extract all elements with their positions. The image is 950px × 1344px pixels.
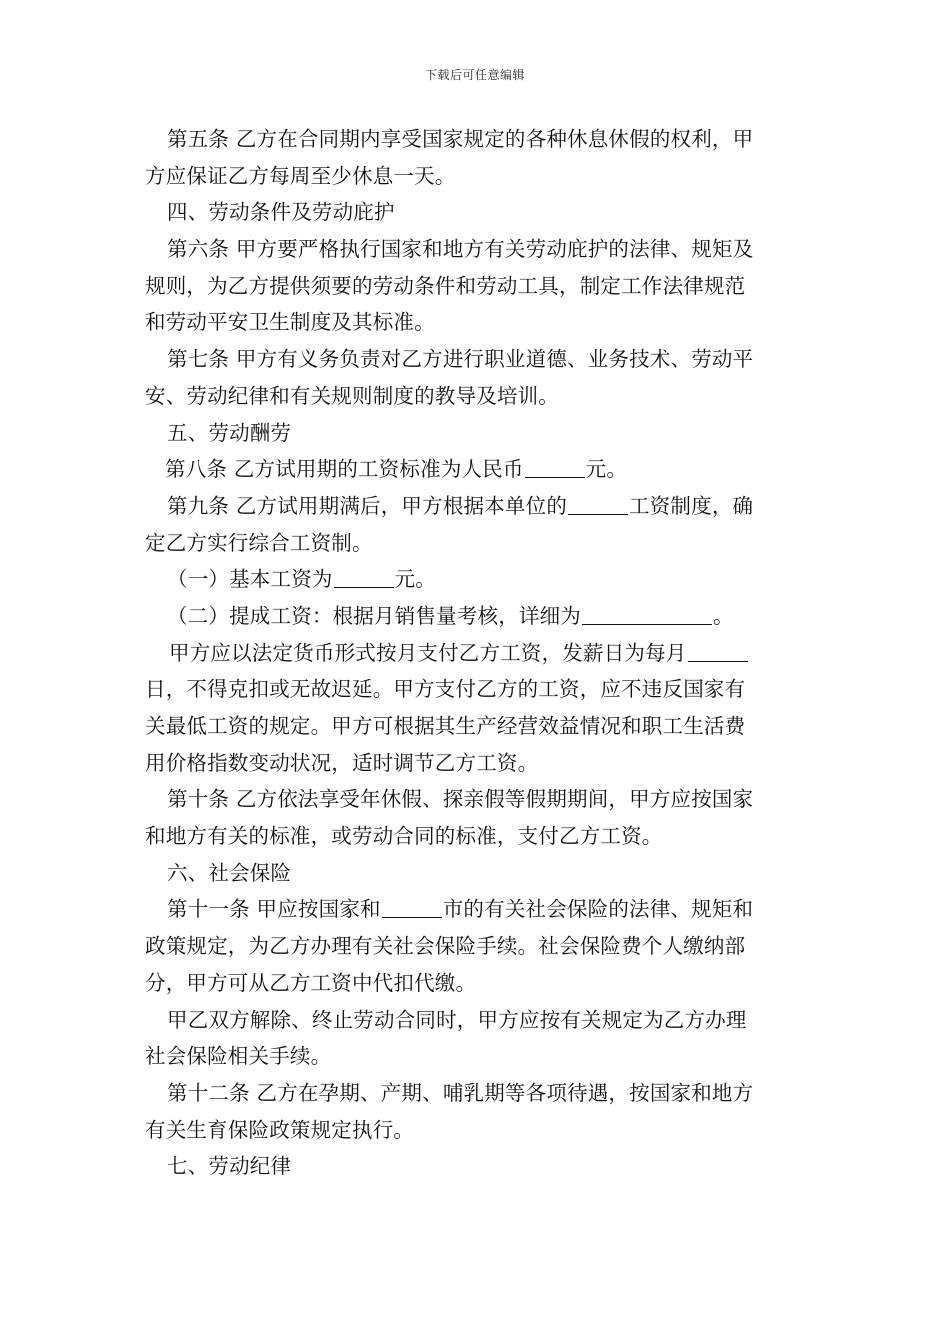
payday-line-3: 关最低工资的规定。甲方可根据其生产经营效益情况和职工生活费 — [145, 714, 746, 738]
article-11-suffix: 市的有关社会保险的法律、规矩和 — [442, 897, 754, 922]
section-4-heading: 四、劳动条件及劳动庇护 — [167, 200, 395, 225]
commission-wage-suffix: 。 — [713, 603, 734, 628]
article-10-line-2: 和地方有关的标准，或劳动合同的标准，支付乙方工资。 — [145, 824, 663, 849]
article-7-line-1: 第七条 甲方有义务负责对乙方进行职业道德、业务技术、劳动平 — [167, 347, 754, 372]
article-11-text: 第十一条 甲应按国家和 — [167, 897, 381, 922]
page-header: 下载后可任意编辑 — [424, 68, 525, 82]
payday-line-1 — [145, 635, 810, 672]
article-11-line-2: 政策规定，为乙方办理有关社会保险手续。社会保险费个人缴纳部 — [145, 934, 746, 959]
basic-wage-text: （一）基本工资为 — [167, 567, 333, 592]
article-9-line-1 — [145, 488, 810, 525]
payday-line-4: 用价格指数变动状况，适时调节乙方工资。 — [145, 750, 539, 775]
fill-blank-basic-wage — [334, 567, 394, 588]
article-7-line-2: 安、劳动纪律和有关规则制度的教导及培训。 — [145, 383, 559, 408]
termination-line-1: 甲乙双方解除、终止劳动合同时，甲方应按有关规定为乙方办理 — [167, 1007, 747, 1032]
section-6-heading: 六、社会保险 — [167, 860, 292, 885]
article-11-line-1 — [145, 891, 810, 928]
payday-line-2: 日，不得克扣或无故迟延。甲方支付乙方的工资，应不违反国家有 — [145, 677, 746, 702]
article-6-line-2: 规则，为乙方提供须要的劳动条件和劳动工具，制定工作法律规范 — [145, 273, 746, 298]
article-12-line-2: 有关生育保险政策规定执行。 — [145, 1117, 415, 1142]
article-8-suffix: 元。 — [585, 457, 628, 482]
fill-blank-city — [382, 897, 442, 918]
fill-blank-wage-system — [568, 494, 628, 515]
basic-wage-line — [145, 561, 810, 598]
document-body — [145, 121, 810, 1185]
fill-blank-probation-wage — [525, 457, 585, 478]
fill-blank-payday — [688, 641, 748, 662]
article-9-text: 第九条 乙方试用期满后，甲方根据本单位的 — [167, 493, 568, 518]
article-5-line-1: 第五条 乙方在合同期内享受国家规定的各种休息休假的权利，甲 — [167, 127, 754, 151]
article-11-line-3: 分，甲方可从乙方工资中代扣代缴。 — [145, 970, 477, 995]
section-5-heading: 五、劳动酬劳 — [167, 420, 292, 445]
article-8-line — [145, 451, 810, 488]
termination-line-2: 社会保险相关手续。 — [145, 1044, 332, 1069]
basic-wage-suffix: 元。 — [394, 567, 437, 592]
section-7-heading: 七、劳动纪律 — [167, 1154, 292, 1179]
article-6-line-1: 第六条 甲方要严格执行国家和地方有关劳动庇护的法律、规矩及 — [167, 237, 754, 262]
commission-wage-text: （二）提成工资：根据月销售量考核，详细为 — [167, 603, 581, 628]
commission-wage-line — [145, 598, 810, 635]
article-10-line-1: 第十条 乙方依法享受年休假、探亲假等假期期间，甲方应按国家 — [167, 787, 754, 812]
article-9-suffix: 工资制度，确 — [629, 493, 754, 518]
article-8-text: 第八条 乙方试用期的工资标准为人民币 — [165, 457, 524, 482]
article-9-line-2: 定乙方实行综合工资制。 — [145, 530, 373, 555]
article-5-line-2: 方应保证乙方每周至少休息一天。 — [145, 163, 456, 188]
fill-blank-commission-detail — [582, 604, 712, 625]
article-6-line-3: 和劳动平安卫生制度及其标准。 — [145, 310, 435, 335]
payday-text: 甲方应以法定货币形式按月支付乙方工资，发薪日为每月 — [169, 640, 687, 665]
article-12-line-1: 第十二条 乙方在孕期、产期、哺乳期等各项待遇，按国家和地方 — [167, 1080, 754, 1105]
